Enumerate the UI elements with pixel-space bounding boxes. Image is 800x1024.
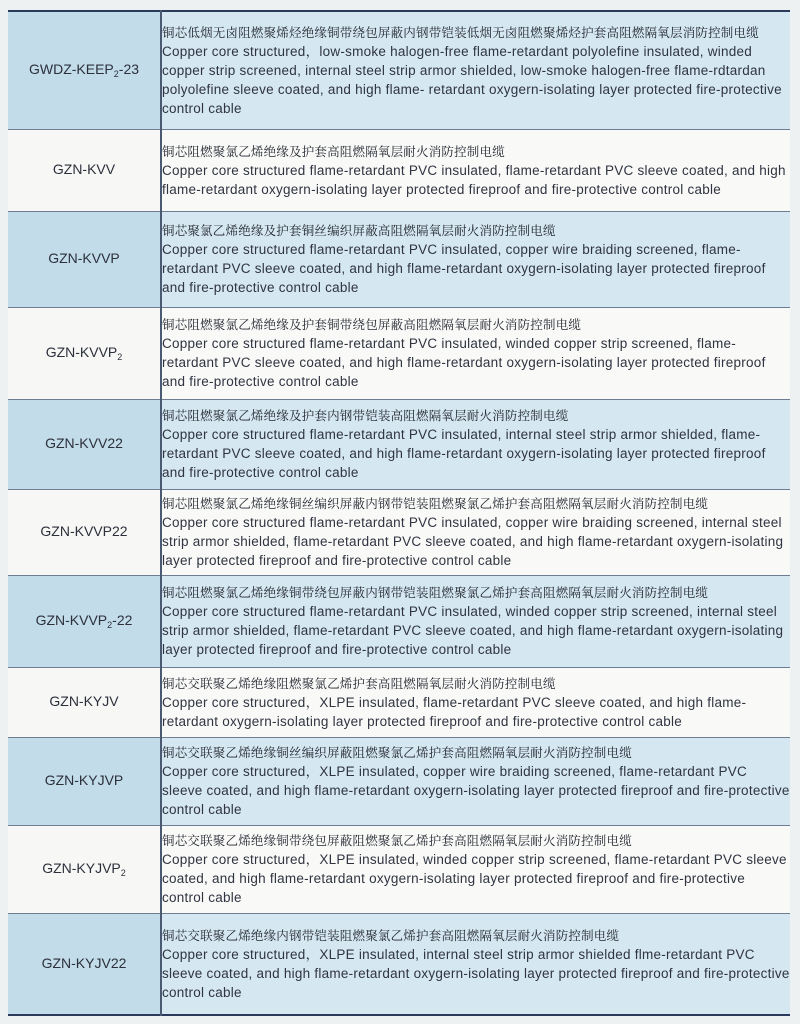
model-code: GZN-KYJV22 — [41, 954, 127, 971]
description-english: Copper core structured flame-retardant PVC insulated, internal steel strip armor shielded, flame-retardant PVC sleeve coated, and high flame-retardant oxygern-isolating layer protected fireproof and fire-protective control cable — [162, 427, 766, 480]
table-row — [8, 11, 790, 129]
model-subscript: 2 — [113, 69, 119, 80]
table-row — [8, 399, 790, 489]
table-row — [8, 575, 790, 667]
description-cell — [161, 825, 790, 913]
model-subscript: 2 — [120, 868, 126, 878]
model-code: GWDZ-KEEP — [28, 61, 114, 78]
description-english: Copper core structured，XLPE insulated, copper wire braiding screened, flame-retardant PVC sleeve coated, and high flame-retardant oxygern-isolating layer protected fireproof and fire-protective control cable — [162, 764, 790, 817]
model-subscript: 2 — [117, 352, 123, 362]
cable-spec-table — [8, 10, 790, 1016]
description-chinese: 铜芯阻燃聚氯乙烯绝缘及护套内钢带铠装高阻燃隔氧层耐火消防控制电缆 — [162, 408, 569, 423]
model-code: GZN-KVVP22 — [40, 523, 128, 539]
model-cell — [8, 825, 161, 913]
description-chinese: 铜芯阻燃聚氯乙烯绝缘及护套高阻燃隔氧层耐火消防控制电缆 — [162, 143, 505, 159]
model-code: GZN-KVVP — [45, 344, 118, 360]
description-cell — [161, 129, 790, 211]
description-chinese: 铜芯阻燃聚氯乙烯绝缘及护套铜带绕包屏蔽高阻燃隔氧层耐火消防控制电缆 — [162, 317, 582, 332]
model-cell — [8, 489, 161, 575]
table-row — [8, 825, 790, 913]
model-cell — [8, 913, 161, 1015]
model-code: GZN-KVV — [52, 161, 116, 177]
description-cell — [161, 737, 790, 825]
model-cell — [8, 11, 161, 129]
model-cell — [8, 575, 161, 667]
description-cell — [161, 913, 790, 1015]
description-cell — [161, 489, 790, 575]
model-cell — [8, 399, 161, 489]
model-code: GZN-KVVP — [35, 612, 108, 628]
model-suffix: -22 — [112, 612, 133, 628]
model-cell — [8, 667, 161, 737]
model-code: GZN-KYJVP — [44, 772, 124, 788]
table-row — [8, 489, 790, 575]
description-cell — [161, 211, 790, 307]
description-cell — [161, 11, 790, 129]
model-cell — [8, 307, 161, 399]
description-english: Copper core structured，low-smoke halogen-free flame-retardant polyolefine insulated, winded copper strip screened, internal steel strip armor shielded, low-smoke halogen-free flame-rdtardan polyolefine sleeve coated, and high flame- retardant oxygern-isolating layer protected fire-protective control cable — [162, 43, 782, 116]
description-english: Copper core structured，XLPE insulated, winded copper strip screened, flame-retardant PVC sleeve coated, and high flame-retardant oxygern-isolating layer protected fireproof and fire-protective control cable — [162, 852, 787, 905]
model-subscript: 2 — [107, 620, 113, 630]
description-chinese: 铜芯低烟无卤阻燃聚烯烃绝缘铜带绕包屏蔽内钢带铠装低烟无卤阻燃聚烯烃护套高阻燃隔氧层消防控制电缆 — [162, 24, 759, 40]
description-english: Copper core structured flame-retardant PVC insulated, copper wire braiding screened, internal steel strip armor shielded, flame-retardant PVC sleeve coated, and high flame-retardant oxygern-isolating layer protected fireproof and fire-protective control cable — [162, 515, 784, 568]
model-code: GZN-KYJVP — [42, 860, 121, 876]
description-cell — [161, 667, 790, 737]
model-cell — [8, 129, 161, 211]
cable-spec-rows — [8, 11, 790, 1015]
model-cell — [8, 737, 161, 825]
description-cell — [161, 575, 790, 667]
description-chinese: 铜芯聚氯乙烯绝缘及护套铜丝编织屏蔽高阻燃隔氧层耐火消防控制电缆 — [162, 223, 556, 238]
description-chinese: 铜芯阻燃聚氯乙烯绝缘铜带绕包屏蔽内钢带铠装阻燃聚氯乙烯护套高阻燃隔氧层耐火消防控制电缆 — [162, 585, 709, 600]
table-row — [8, 129, 790, 211]
table-row — [8, 211, 790, 307]
description-cell — [161, 399, 790, 489]
description-english: Copper core structured flame-retardant PVC insulated, copper wire braiding screened, flame-retardant PVC sleeve coated, and high flame-retardant oxygern-isolating layer protected fireproof and fire-protective control cable — [162, 242, 766, 295]
description-chinese: 铜芯交联聚乙烯绝缘内钢带铠装阻燃聚氯乙烯护套高阻燃隔氧层耐火消防控制电缆 — [162, 927, 620, 943]
description-english: Copper core structured flame-retardant PVC insulated, winded copper strip screened, flame-retardant PVC sleeve coated, and high flame-retardant oxygern-isolating layer protected fireproof and fire-protective control cable — [162, 336, 766, 389]
description-english: Copper core structured，XLPE insulated, flame-retardant PVC sleeve coated, and high flame-retardant oxygern-isolating layer protected fireproof and fire-protective control cable — [162, 694, 747, 729]
table-row — [8, 667, 790, 737]
description-chinese: 铜芯阻燃聚氯乙烯绝缘铜丝编织屏蔽内钢带铠装阻燃聚氯乙烯护套高阻燃隔氧层耐火消防控制电缆 — [162, 496, 709, 511]
description-cell — [161, 307, 790, 399]
table-row — [8, 737, 790, 825]
description-chinese: 铜芯交联聚乙烯绝缘阻燃聚氯乙烯护套高阻燃隔氧层耐火消防控制电缆 — [162, 675, 556, 691]
description-english: Copper core structured，XLPE insulated, internal steel strip armor shielded flme-retardant PVC sleeve coated, and high flame-retardant oxygern-isolating layer protected fireproof and fire-protective control cable — [162, 946, 790, 1000]
model-cell — [8, 211, 161, 307]
table-row — [8, 307, 790, 399]
table-row — [8, 913, 790, 1015]
model-code: GZN-KVV22 — [45, 435, 123, 451]
description-english: Copper core structured flame-retardant PVC insulated, flame-retardant PVC sleeve coated, and high flame-retardant oxygern-isolating layer protected fireproof and fire-protective control cable — [162, 162, 786, 197]
model-code: GZN-KVVP — [48, 250, 120, 266]
description-chinese: 铜芯交联聚乙烯绝缘铜丝编织屏蔽阻燃聚氯乙烯护套高阻燃隔氧层耐火消防控制电缆 — [162, 745, 632, 760]
model-code: GZN-KYJV — [49, 693, 119, 709]
description-chinese: 铜芯交联聚乙烯绝缘铜带绕包屏蔽阻燃聚氯乙烯护套高阻燃隔氧层耐火消防控制电缆 — [162, 833, 632, 848]
model-suffix: -23 — [118, 61, 140, 78]
description-english: Copper core structured flame-retardant PVC insulated, winded copper strip screened, internal steel strip armor shielded, flame-retardant PVC sleeve coated, and high flame-retardant oxygern-isolating layer protected fireproof and fire-protective control cable — [162, 604, 784, 657]
